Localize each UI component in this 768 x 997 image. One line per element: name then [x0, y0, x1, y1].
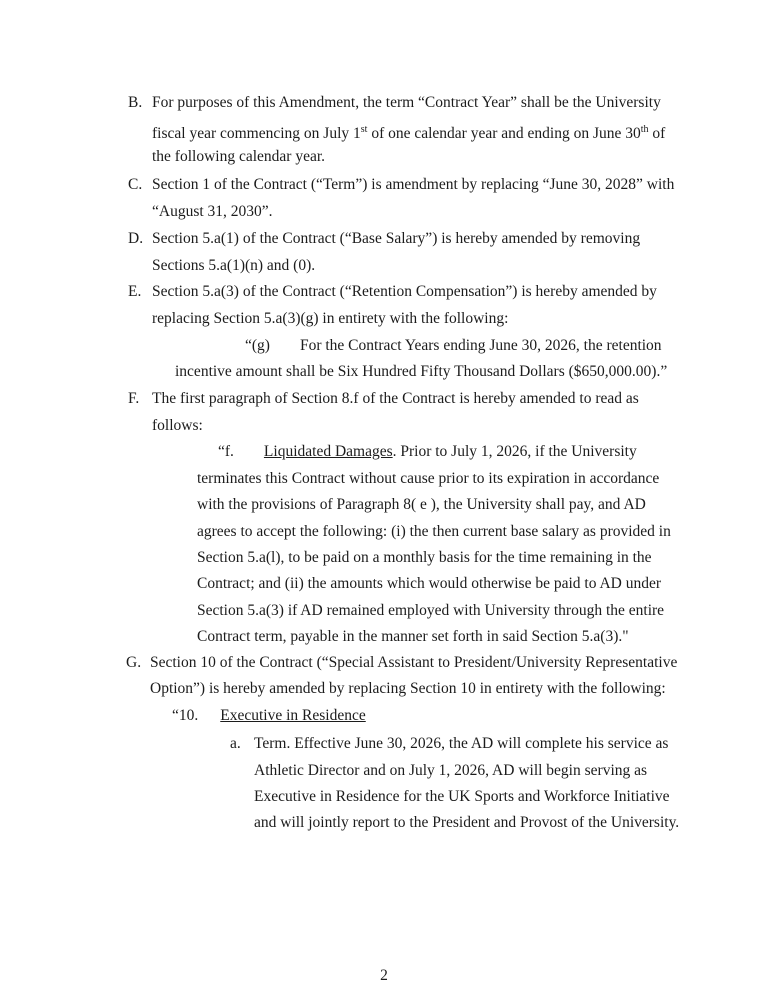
item-e-quote-label: “(g) [245, 337, 270, 354]
item-e-quote-line-1 [245, 336, 662, 356]
item-f-quote-line-1 [218, 442, 637, 462]
item-e-quote-line-2: incentive amount shall be Six Hundred Fifty Thousand Dollars ($650,000.00).” [175, 363, 668, 380]
item-b-line-1 [128, 93, 661, 113]
item-d-text: Section 5.a(1) of the Contract (“Base Salary”) is hereby amended by removing [152, 230, 641, 247]
item-c-line-2: “August 31, 2030”. [152, 203, 273, 220]
item-f-text: The first paragraph of Section 8.f of the Contract is hereby amended to read as [152, 390, 639, 407]
item-e-quote-text: For the Contract Years ending June 30, 2026, the retention [299, 337, 662, 354]
item-c-text: Section 1 of the Contract (“Term”) is amendment by replacing “June 30, 2028” with [152, 176, 675, 193]
subitem-a-label: a. [230, 735, 241, 752]
item-f-line-2: follows: [152, 417, 203, 434]
item-f-quote-line-4: agrees to accept the following: (i) the then current base salary as provided in [197, 523, 671, 540]
item-e-line-1 [128, 282, 657, 302]
item-f-quote-line-6: Contract; and (ii) the amounts which would otherwise be paid to AD under [197, 575, 662, 592]
item-f-quote-line-2: terminates this Contract without cause prior to its expiration in accordance [197, 470, 660, 487]
item-b-label: B. [128, 94, 143, 111]
superscript-st: st [360, 124, 368, 135]
item-g-line-2: Option”) is hereby amended by replacing Section 10 in entirety with the following: [150, 680, 666, 697]
item-g-line-1 [126, 653, 677, 673]
item-c-line-1 [128, 175, 674, 195]
item-b-text-2c: of [648, 125, 666, 143]
section-10-heading-line [172, 706, 366, 726]
subitem-a-line-4: and will jointly report to the President and Provost of the University. [254, 814, 680, 831]
item-b-line-3: the following calendar year. [152, 148, 326, 165]
item-e-line-2: replacing Section 5.a(3)(g) in entirety with the following: [152, 310, 509, 327]
item-f-line-1 [128, 389, 639, 409]
subitem-a-line-3: Executive in Residence for the UK Sports and Workforce Initiative [254, 788, 670, 805]
item-b-line-2 [152, 120, 665, 144]
item-g-text: Section 10 of the Contract (“Special Assistant to President/University Representative [150, 654, 678, 671]
subitem-a-text: Term. Effective June 30, 2026, the AD will complete his service as [254, 735, 669, 752]
item-g-label: G. [126, 654, 142, 671]
page-number: 2 [380, 967, 388, 984]
executive-in-residence-heading: Executive in Residence [220, 707, 366, 724]
subitem-a-line-2: Athletic Director and on July 1, 2026, AD will begin serving as [254, 762, 648, 779]
item-f-quote-line-5: Section 5.a(l), to be paid on a monthly basis for the time remaining in the [197, 549, 652, 566]
section-10-label: “10. [172, 707, 199, 724]
item-b-text-2b: of one calendar year and ending on June 30 [367, 125, 641, 143]
item-c-label: C. [128, 176, 143, 193]
item-f-quote-line-3: with the provisions of Paragraph 8( e ), the University shall pay, and AD [197, 496, 646, 513]
item-b-text-2a: fiscal year commencing on July 1 [152, 125, 361, 143]
item-d-line-2: Sections 5.a(1)(n) and (0). [152, 257, 316, 274]
item-f-quote-line-7: Section 5.a(3) if AD remained employed with University through the entire [197, 602, 665, 619]
item-f-quote-text: . Prior to July 1, 2026, if the University [392, 443, 637, 460]
item-b-text: For purposes of this Amendment, the term “Contract Year” shall be the University [152, 94, 661, 111]
item-d-label: D. [128, 230, 144, 247]
subitem-a-line-1 [230, 734, 668, 754]
item-e-text: Section 5.a(3) of the Contract (“Retention Compensation”) is hereby amended by [152, 283, 657, 300]
item-e-label: E. [128, 283, 142, 300]
item-f-label: F. [128, 390, 140, 407]
item-f-quote-label: “f. [218, 443, 234, 460]
item-d-line-1 [128, 229, 640, 249]
superscript-th: th [640, 124, 649, 135]
item-f-quote-line-8: Contract term, payable in the manner set forth in said Section 5.a(3)." [197, 628, 629, 645]
liquidated-damages-heading: Liquidated Damages [263, 443, 393, 460]
